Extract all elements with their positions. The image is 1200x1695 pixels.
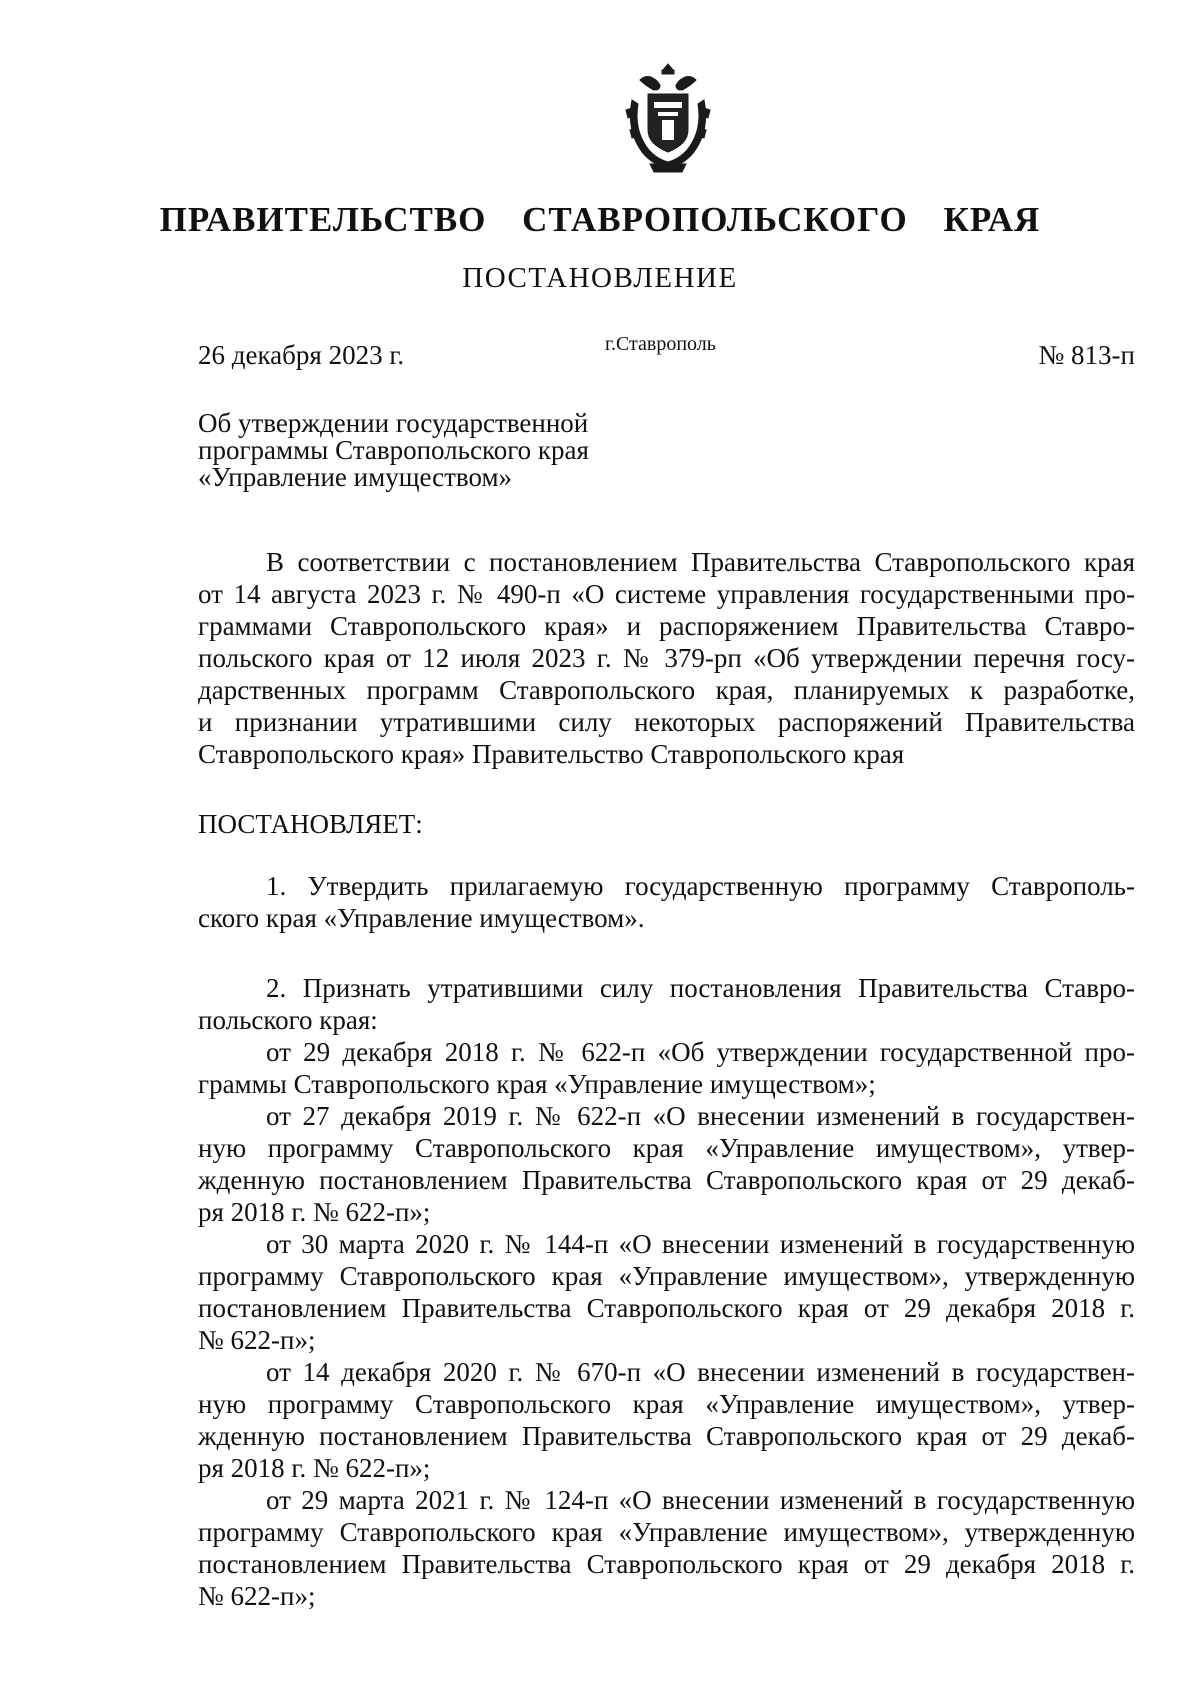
subject-line: «Управление имуществом» xyxy=(198,462,513,492)
decree-word: ПОСТАНОВЛЯЕТ: xyxy=(198,809,423,839)
stavropol-coat-of-arms-icon xyxy=(618,60,718,180)
item-2-paragraph xyxy=(198,972,1135,1612)
text-line: дарственных программ Ставропольского края, планируемых к разработке, xyxy=(198,675,1135,705)
text-line: программу Ставропольского края «Управление имуществом», утвержденную xyxy=(198,1517,1135,1547)
text-line: от 27 декабря 2019 г. № 622-п «О внесении изменений в государствен- xyxy=(266,1101,1135,1131)
text-line: жденную постановлением Правительства Ставропольского края от 29 декаб- xyxy=(198,1165,1135,1195)
document-city: г.Ставрополь xyxy=(605,333,716,355)
text-line: программу Ставропольского края «Управление имуществом», утвержденную xyxy=(198,1261,1135,1291)
text-line: жденную постановлением Правительства Ставропольского края от 29 декаб- xyxy=(198,1421,1135,1451)
text-line: и признании утратившими силу некоторых распоряжений Правительства xyxy=(198,707,1135,737)
text-line: В соответствии с постановлением Правительства Ставропольского края xyxy=(266,547,1135,577)
text-line: граммы Ставропольского края «Управление имуществом»; xyxy=(198,1069,876,1099)
text-line: ского края «Управление имуществом». xyxy=(198,903,645,933)
subject-line: программы Ставропольского края xyxy=(198,435,589,465)
document-type: ПОСТАНОВЛЕНИЕ xyxy=(462,262,738,294)
text-line: польского края: xyxy=(198,1005,378,1035)
item-1-paragraph xyxy=(198,870,1135,934)
text-line: Ставропольского края» Правительство Ставропольского края xyxy=(198,739,905,769)
text-line: ную программу Ставропольского края «Управление имуществом», утвер- xyxy=(198,1133,1135,1163)
text-line: от 30 марта 2020 г. № 144-п «О внесении изменений в государственную xyxy=(266,1229,1135,1259)
text-line: постановлением Правительства Ставропольского края от 29 декабря 2018 г. xyxy=(198,1293,1135,1323)
document-subject xyxy=(198,410,638,491)
document-number: № 813-п xyxy=(1038,340,1135,370)
document-date: 26 декабря 2023 г. xyxy=(198,340,405,370)
text-line: от 29 декабря 2018 г. № 622-п «Об утверждении государственной про- xyxy=(266,1037,1135,1067)
text-line: ря 2018 г. № 622-п»; xyxy=(198,1453,431,1483)
text-line: 1. Утвердить прилагаемую государственную программу Ставрополь- xyxy=(266,871,1135,901)
text-line: № 622-п»; xyxy=(198,1581,316,1611)
text-line: № 622-п»; xyxy=(198,1325,316,1355)
preamble-paragraph xyxy=(198,546,1135,770)
text-line: 2. Признать утратившими силу постановления Правительства Ставро- xyxy=(266,973,1135,1003)
text-line: ную программу Ставропольского края «Управление имуществом», утвер- xyxy=(198,1389,1135,1419)
organization-title: ПРАВИТЕЛЬСТВО СТАВРОПОЛЬСКОГО КРАЯ xyxy=(159,200,1041,239)
document-body xyxy=(198,546,1135,1612)
text-line: польского края от 12 июля 2023 г. № 379-рп «Об утверждении перечня госу- xyxy=(198,643,1135,673)
repealed-entry xyxy=(198,1228,1135,1356)
text-line: граммами Ставропольского края» и распоряжением Правительства Ставро- xyxy=(198,611,1135,641)
text-line: от 29 марта 2021 г. № 124-п «О внесении изменений в государственную xyxy=(266,1485,1135,1515)
repealed-entry xyxy=(198,1036,1135,1100)
text-line: от 14 августа 2023 г. № 490-п «О системе управления государственными про- xyxy=(198,579,1135,609)
repealed-entry xyxy=(198,1100,1135,1228)
repealed-entry xyxy=(198,1484,1135,1612)
text-line: постановлением Правительства Ставропольского края от 29 декабря 2018 г. xyxy=(198,1549,1135,1579)
text-line: от 14 декабря 2020 г. № 670-п «О внесении изменений в государствен- xyxy=(266,1357,1135,1387)
repealed-entry xyxy=(198,1356,1135,1484)
text-line: ря 2018 г. № 622-п»; xyxy=(198,1197,431,1227)
subject-line: Об утверждении государственной xyxy=(198,408,589,438)
